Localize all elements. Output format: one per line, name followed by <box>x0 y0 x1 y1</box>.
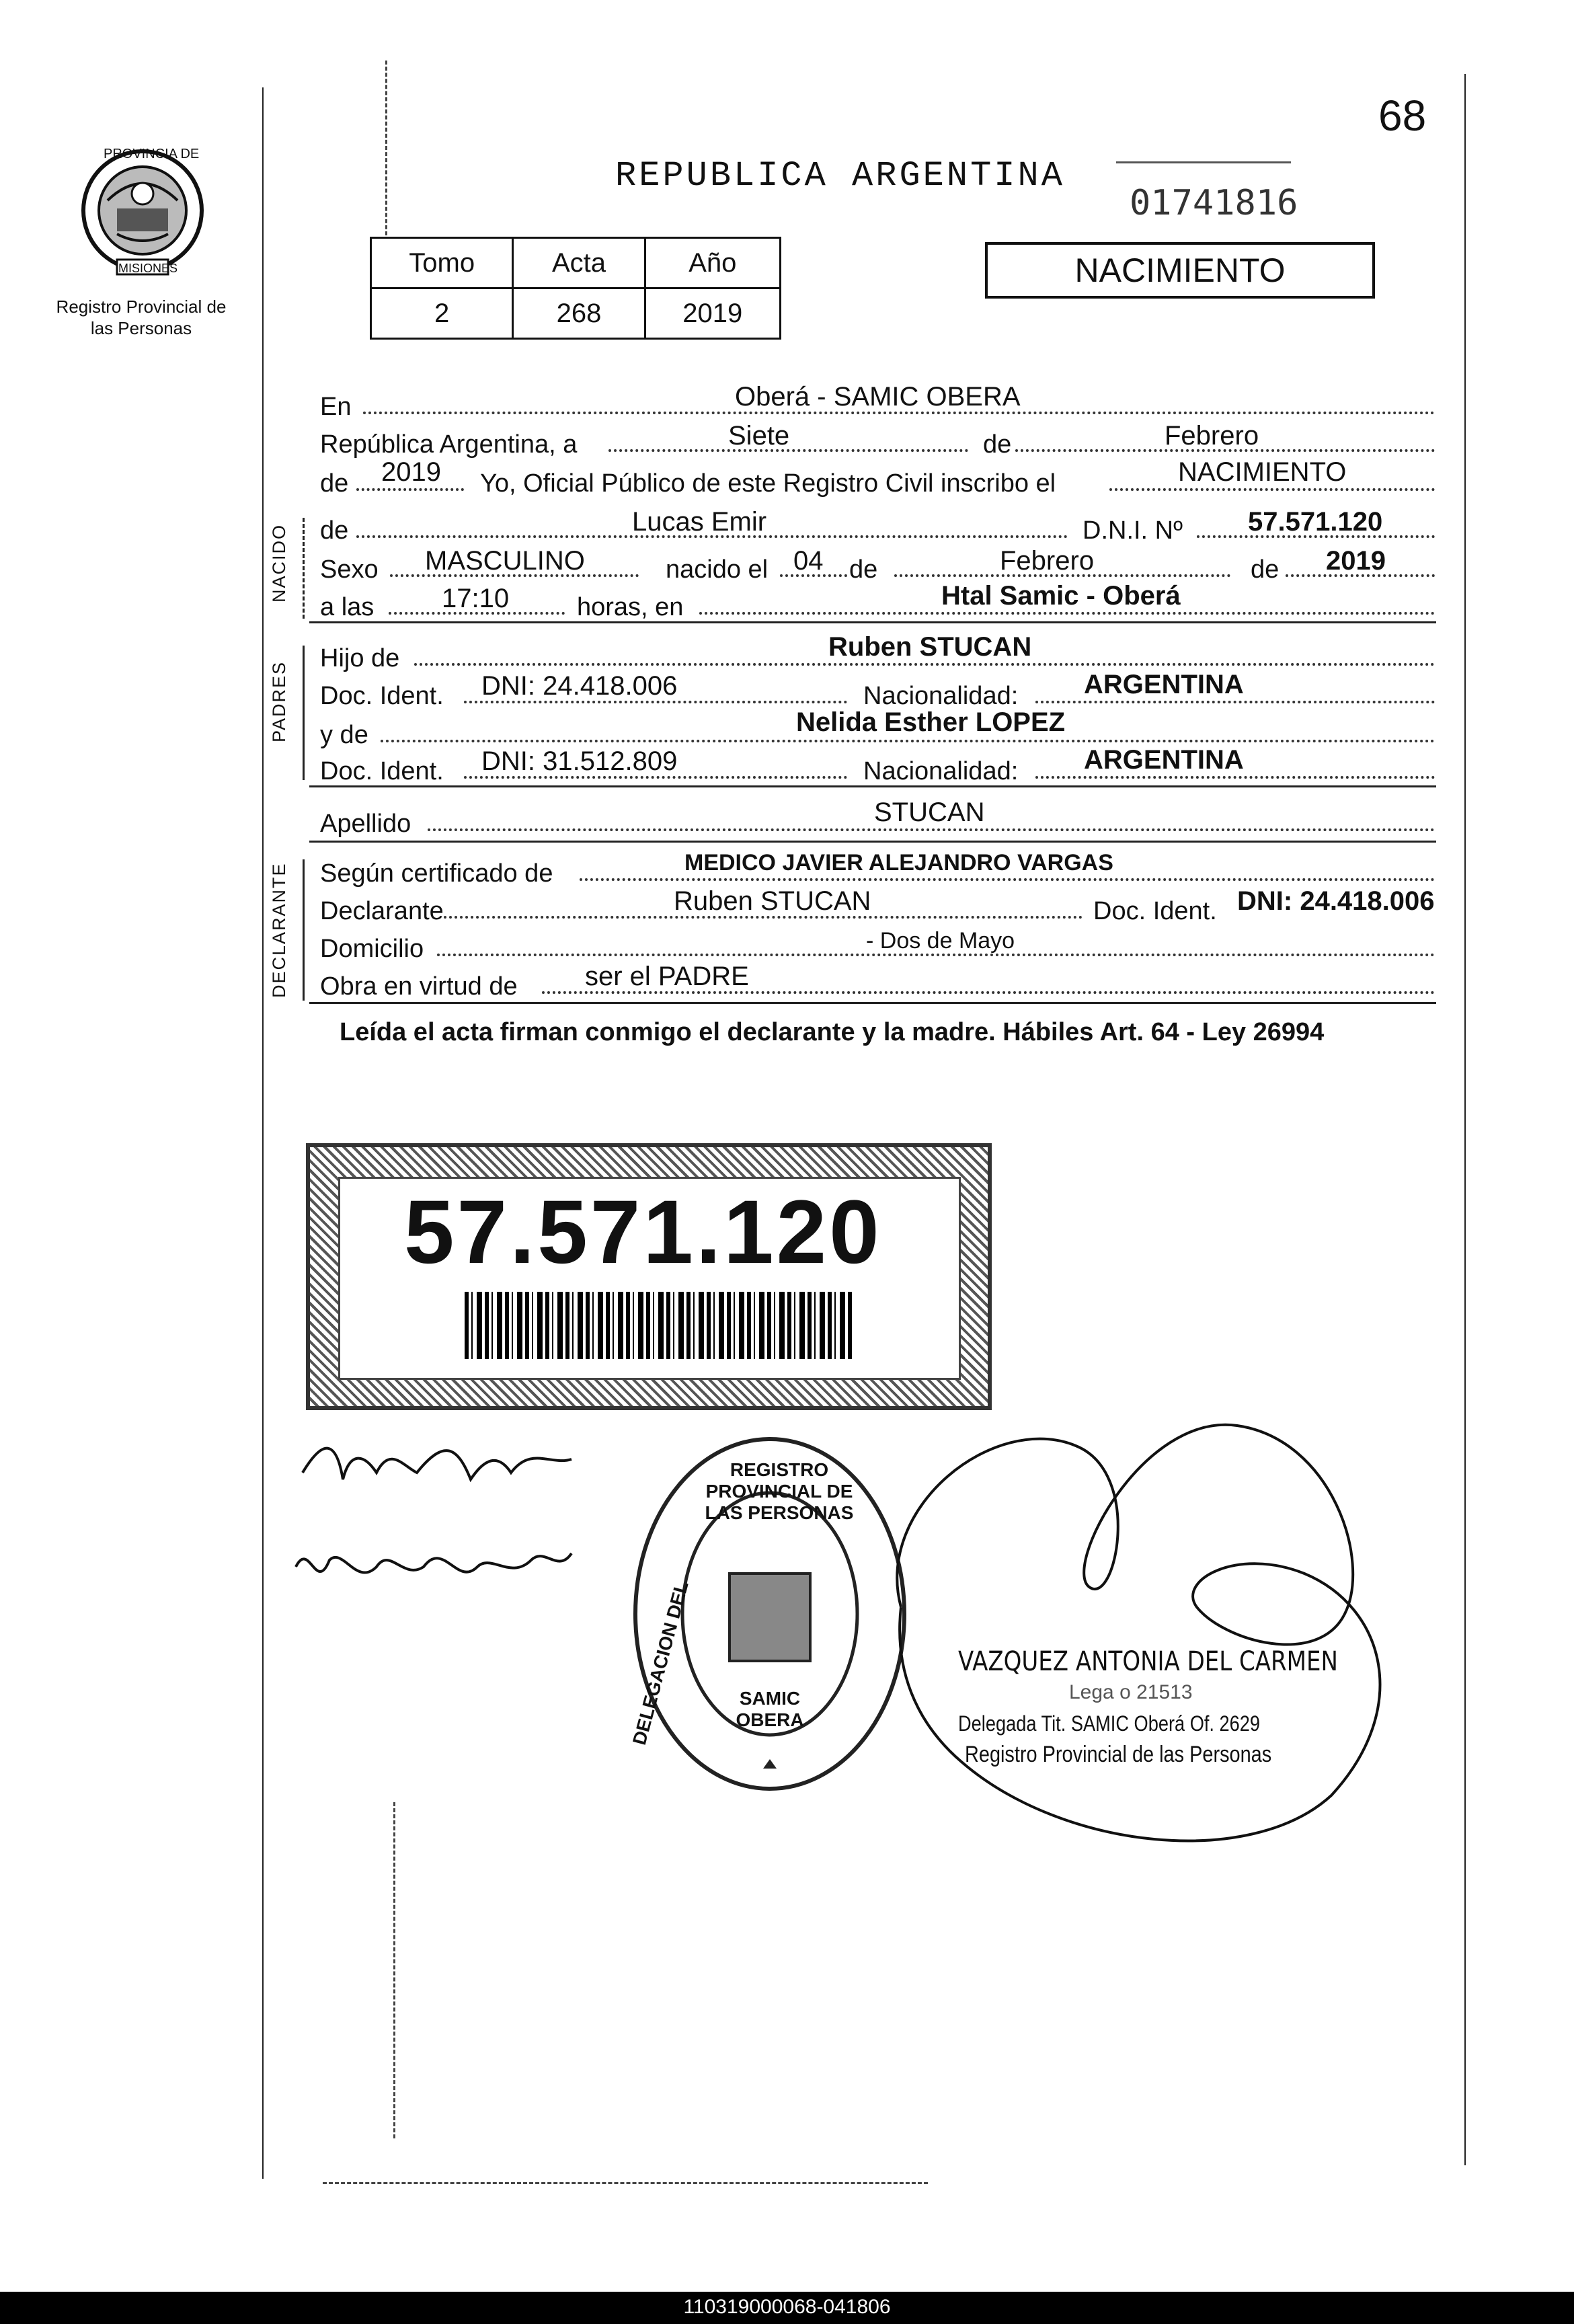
official-signature <box>861 1385 1419 1849</box>
de-anio-value: 2019 <box>381 457 441 487</box>
record-table-header <box>371 238 781 288</box>
madre-label: y de <box>320 721 368 749</box>
madre-doc-label: Doc. Ident. <box>320 757 444 785</box>
padre-nac-value: ARGENTINA <box>1084 670 1244 699</box>
header-acta: Acta <box>513 238 645 288</box>
apellido-value: STUCAN <box>874 798 985 827</box>
lugar-value: Htal Samic - Oberá <box>941 581 1181 611</box>
signature-madre <box>289 1526 578 1607</box>
declarante-doc-value: DNI: 24.418.006 <box>1237 886 1435 916</box>
virtud-value: ser el PADRE <box>585 962 749 991</box>
left-margin-top <box>385 61 387 235</box>
padre-dots <box>414 663 1435 666</box>
apellido-bottom-line <box>309 841 1436 843</box>
padre-label: Hijo de <box>320 644 400 672</box>
footer-code: 110319000068-041806 <box>683 2296 891 2318</box>
declarante-value: Ruben STUCAN <box>674 886 871 916</box>
en-value: Oberá - SAMIC OBERA <box>735 382 1021 412</box>
barcode <box>465 1292 855 1359</box>
nombre-label: de <box>320 516 349 545</box>
padres-bottom-line <box>309 785 1436 787</box>
en-label: En <box>320 393 352 421</box>
nacido-mes-value: Febrero <box>1000 546 1095 576</box>
signature-padre <box>296 1426 578 1506</box>
lugar-label: horas, en <box>577 593 684 621</box>
oficial-label: Yo, Oficial Público de este Registro Civil inscribo el <box>480 469 1056 498</box>
oficial-value: NACIMIENTO <box>1178 457 1347 487</box>
declarante-bracket <box>303 859 305 1001</box>
republica-label: República Argentina, a <box>320 430 578 459</box>
logo-bottom-text: MISIONES <box>118 262 178 275</box>
seal-inner-text: SAMIC OBERA <box>736 1688 804 1730</box>
province-logo <box>75 140 210 288</box>
record-type-box: NACIMIENTO <box>985 242 1375 299</box>
serial-underline <box>1116 161 1291 163</box>
left-margin-line <box>262 87 264 2179</box>
de-mes-label: de <box>983 430 1012 459</box>
closing-text: Leída el acta firman conmigo el declarante y la madre. Hábiles Art. 64 - Ley 26994 <box>340 1018 1325 1046</box>
official-org: Registro Provincial de las Personas <box>965 1742 1272 1767</box>
nacido-bottom-line <box>309 621 1436 623</box>
lugar-dots <box>699 612 1435 615</box>
oficial-dots <box>1109 488 1435 491</box>
certificado-value: MEDICO JAVIER ALEJANDRO VARGAS <box>684 850 1113 876</box>
de-anio-label: de <box>320 469 349 498</box>
declarante-bottom-line <box>309 1002 1436 1004</box>
record-table-values <box>371 288 781 339</box>
madre-nac-value: ARGENTINA <box>1084 745 1244 775</box>
nacido-dia-value: 04 <box>793 546 824 576</box>
sexo-label: Sexo <box>320 555 379 584</box>
value-tomo: 2 <box>371 288 513 339</box>
republica-day-value: Siete <box>728 421 790 451</box>
registry-caption: Registro Provincial de las Personas <box>56 297 227 338</box>
padre-value: Ruben STUCAN <box>828 632 1032 662</box>
madre-nac-label: Nacionalidad: <box>863 757 1019 785</box>
nacido-bracket <box>303 518 305 619</box>
nacido-anio-label: de <box>1251 555 1280 584</box>
sexo-value: MASCULINO <box>425 546 585 576</box>
de-mes-value: Febrero <box>1165 421 1259 451</box>
footer-bar <box>0 2292 1574 2324</box>
nacido-anio-value: 2019 <box>1326 546 1386 576</box>
dni-sticker <box>306 1143 992 1410</box>
side-label-declarante: DECLARANTE <box>269 862 289 998</box>
padre-nac-label: Nacionalidad: <box>863 682 1019 710</box>
declarante-label: Declarante <box>320 897 444 925</box>
declarante-doc-label: Doc. Ident. <box>1093 897 1217 925</box>
serial-number: 01741816 <box>1130 183 1298 223</box>
side-label-padres: PADRES <box>269 660 289 742</box>
de-anio-dots <box>356 488 464 491</box>
madre-dots <box>381 740 1435 742</box>
apellido-label: Apellido <box>320 810 411 838</box>
hora-label: a las <box>320 593 375 621</box>
page-number: 68 <box>1378 91 1427 140</box>
value-acta: 268 <box>513 288 645 339</box>
padre-nac-dots <box>1035 701 1435 703</box>
dni-sticker-number: 57.571.120 <box>404 1182 882 1282</box>
dni-label: D.N.I. Nº <box>1083 516 1183 545</box>
virtud-label: Obra en virtud de <box>320 972 518 1001</box>
republic-title: REPUBLICA ARGENTINA <box>615 156 1065 196</box>
hora-value: 17:10 <box>442 584 510 613</box>
certificado-dots <box>580 878 1435 881</box>
apellido-dots <box>428 828 1435 831</box>
domicilio-label: Domicilio <box>320 935 424 963</box>
logo-top-text: PROVINCIA DE <box>104 147 200 161</box>
nacido-dia-label: nacido el <box>666 555 769 584</box>
padre-doc-label: Doc. Ident. <box>320 682 444 710</box>
official-role: Delegada Tit. SAMIC Oberá Of. 2629 <box>958 1711 1261 1736</box>
domicilio-value: - Dos de Mayo <box>866 928 1015 954</box>
header-anio: Año <box>645 238 780 288</box>
left-margin-bottom <box>393 1802 395 2138</box>
header-tomo: Tomo <box>371 238 513 288</box>
seal-outer-text: REGISTRO PROVINCIAL DE LAS PERSONAS <box>705 1459 854 1523</box>
value-anio: 2019 <box>645 288 780 339</box>
nombre-value: Lucas Emir <box>632 507 767 537</box>
madre-value: Nelida Esther LOPEZ <box>796 707 1066 737</box>
nacido-mes-label: de <box>849 555 878 584</box>
dni-value: 57.571.120 <box>1248 507 1383 537</box>
bottom-dashed-line <box>323 2182 928 2184</box>
official-legajo: Lega o 21513 <box>1069 1681 1193 1703</box>
official-name: VAZQUEZ ANTONIA DEL CARMEN <box>958 1646 1338 1677</box>
side-label-nacido: NACIDO <box>269 523 289 603</box>
right-margin-line <box>1464 74 1466 2165</box>
certificado-label: Según certificado de <box>320 859 553 888</box>
seal-left-text: DELEGACION DEL <box>629 1579 693 1748</box>
padre-doc-value: DNI: 24.418.006 <box>481 671 678 701</box>
record-table <box>370 237 781 340</box>
madre-doc-value: DNI: 31.512.809 <box>481 746 678 776</box>
madre-nac-dots <box>1035 776 1435 779</box>
padres-bracket <box>303 646 305 780</box>
